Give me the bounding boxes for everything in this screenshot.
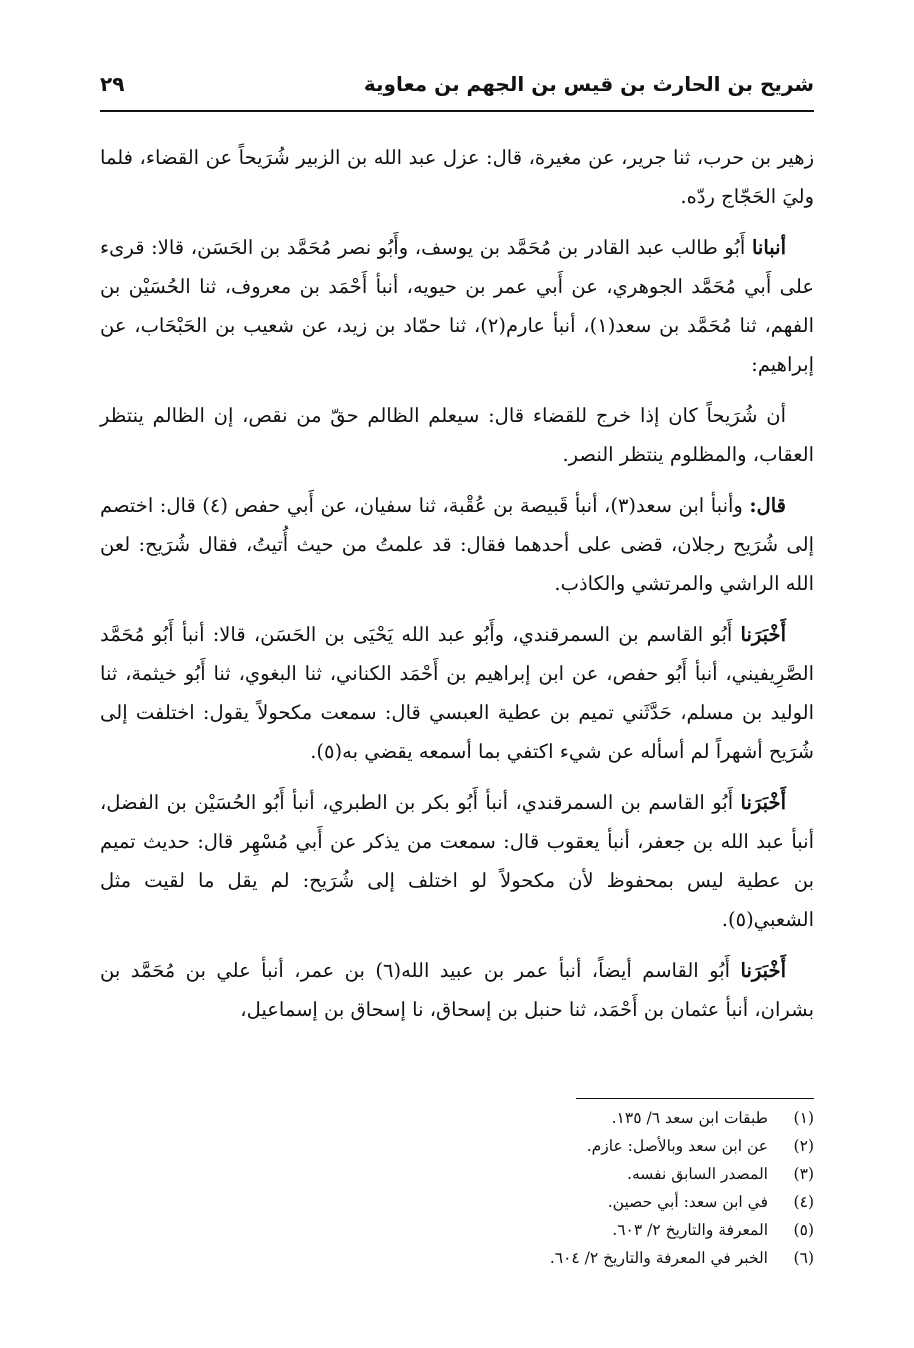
- main-text: [100, 138, 814, 1041]
- paragraph: [100, 615, 814, 771]
- footnote-text: المعرفة والتاريخ ٢/ ٦٠٣.: [612, 1221, 768, 1239]
- paragraph: [100, 396, 814, 474]
- paragraph-lead: أَخْبَرَنا: [740, 791, 786, 814]
- footnote-text: طبقات ابن سعد ٦/ ١٣٥.: [611, 1109, 768, 1127]
- paragraph-text: أَبُو القاسم أيضاً، أنبأ عمر بن عبيد الله(٦) بن عمر، أنبأ علي بن مُحَمَّد بن بشران، أنبأ عثمان بن أَحْمَد، ثنا حنبل بن إسحاق، نا إسحاق بن إسماعيل،: [100, 959, 814, 1021]
- running-header: [100, 72, 814, 96]
- footnote: [100, 1132, 814, 1160]
- page-number: ٢٩: [100, 72, 125, 96]
- footnote-number: (٣): [793, 1165, 814, 1183]
- paragraph: [100, 228, 814, 384]
- paragraph-lead: أَخْبَرَنا: [740, 623, 786, 646]
- footnote-text: الخبر في المعرفة والتاريخ ٢/ ٦٠٤.: [549, 1249, 768, 1267]
- footnote-number: (١): [793, 1109, 814, 1127]
- paragraph-text: أَبُو القاسم بن السمرقندي، وأَبُو عبد الله يَحْيَى بن الحَسَن، قالا: أنبأ أَبُو مُحَمَّد الصَّرِيفيني، أنبأ أَبُو حفص، عن ابن إبراهيم بن أَحْمَد الكناني، ثنا البغوي، ثنا أَبُو خيثمة، ثنا الوليد بن مسلم، حَدَّثَني تميم بن عطية العبسي قال: سمعت مكحولاً يقول: اختلفت إلى شُرَيح أشهراً لم أسأله عن شيء اكتفي بما أسمعه يقضي به(٥).: [100, 623, 814, 763]
- paragraph-text: أَبُو القاسم بن السمرقندي، أنبأ أَبُو بكر بن الطبري، أنبأ أَبُو الحُسَيْن بن الفضل، أنبأ عبد الله بن جعفر، أنبأ يعقوب قال: سمعت من يذكر عن أَبي مُسْهِر قال: حديث تميم بن عطية ليس بمحفوظ لأن مكحولاً لو اختلف إلى شُرَيح: لم يقل ما لقيت مثل الشعبي(٥).: [100, 791, 814, 931]
- paragraph: [100, 486, 814, 603]
- footnote-text: عن ابن سعد وبالأصل: عازم.: [586, 1137, 768, 1155]
- paragraph-lead: أَخْبَرَنا: [740, 959, 786, 982]
- footnote: [100, 1160, 814, 1188]
- footnote-number: (٥): [793, 1221, 814, 1239]
- footnote-rule: [576, 1098, 814, 1099]
- footnote: [100, 1244, 814, 1272]
- footnote-text: المصدر السابق نفسه.: [627, 1165, 768, 1183]
- paragraph-lead: أنبانا: [751, 236, 786, 259]
- paragraph: [100, 951, 814, 1029]
- footnote: [100, 1216, 814, 1244]
- paragraph: [100, 138, 814, 216]
- paragraph-text: أن شُرَيحاً كان إذا خرج للقضاء قال: سيعلم الظالم حقّ من نقص، إن الظالم ينتظر العقاب، والمظلوم ينتظر النصر.: [100, 404, 814, 466]
- paragraph-text: زهير بن حرب، ثنا جرير، عن مغيرة، قال: عزل عبد الله بن الزبير شُرَيحاً عن القضاء، فلما وليَ الحَجّاج ردّه.: [100, 146, 814, 208]
- footnote: [100, 1188, 814, 1216]
- footnote-number: (٦): [793, 1249, 814, 1267]
- footnote: [100, 1104, 814, 1132]
- footnotes: [100, 1104, 814, 1272]
- running-title: شريح بن الحارث بن قيس بن الجهم بن معاوية: [363, 72, 814, 96]
- paragraph-lead: قال:: [749, 494, 786, 517]
- header-rule: [100, 110, 814, 112]
- footnote-text: في ابن سعد: أبي حصين.: [607, 1193, 768, 1211]
- paragraph: [100, 783, 814, 939]
- paragraph-text: أَبُو طالب عبد القادر بن مُحَمَّد بن يوسف، وأَبُو نصر مُحَمَّد بن الحَسَن، قالا: قرىء على أَبي مُحَمَّد الجوهري، عن أَبي عمر بن حيويه، أنبأ أَحْمَد بن معروف، ثنا الحُسَيْن بن الفهم، ثنا مُحَمَّد بن سعد(١)، أنبأ عارم(٢)، ثنا حمّاد بن زيد، عن شعيب بن الحَبْحَاب، عن إبراهيم:: [100, 236, 814, 376]
- footnote-number: (٢): [793, 1137, 814, 1155]
- footnote-number: (٤): [793, 1193, 814, 1211]
- paragraph-text: وأنبأ ابن سعد(٣)، أنبأ قَبيصة بن عُقْبة، ثنا سفيان، عن أَبي حفص (٤) قال: اختصم إلى شُرَيح رجلان، قضى على أحدهما فقال: قد علمتُ من حيث أُتيتُ، فقال شُرَيح: لعن الله الراشي والمرتشي والكاذب.: [100, 494, 814, 595]
